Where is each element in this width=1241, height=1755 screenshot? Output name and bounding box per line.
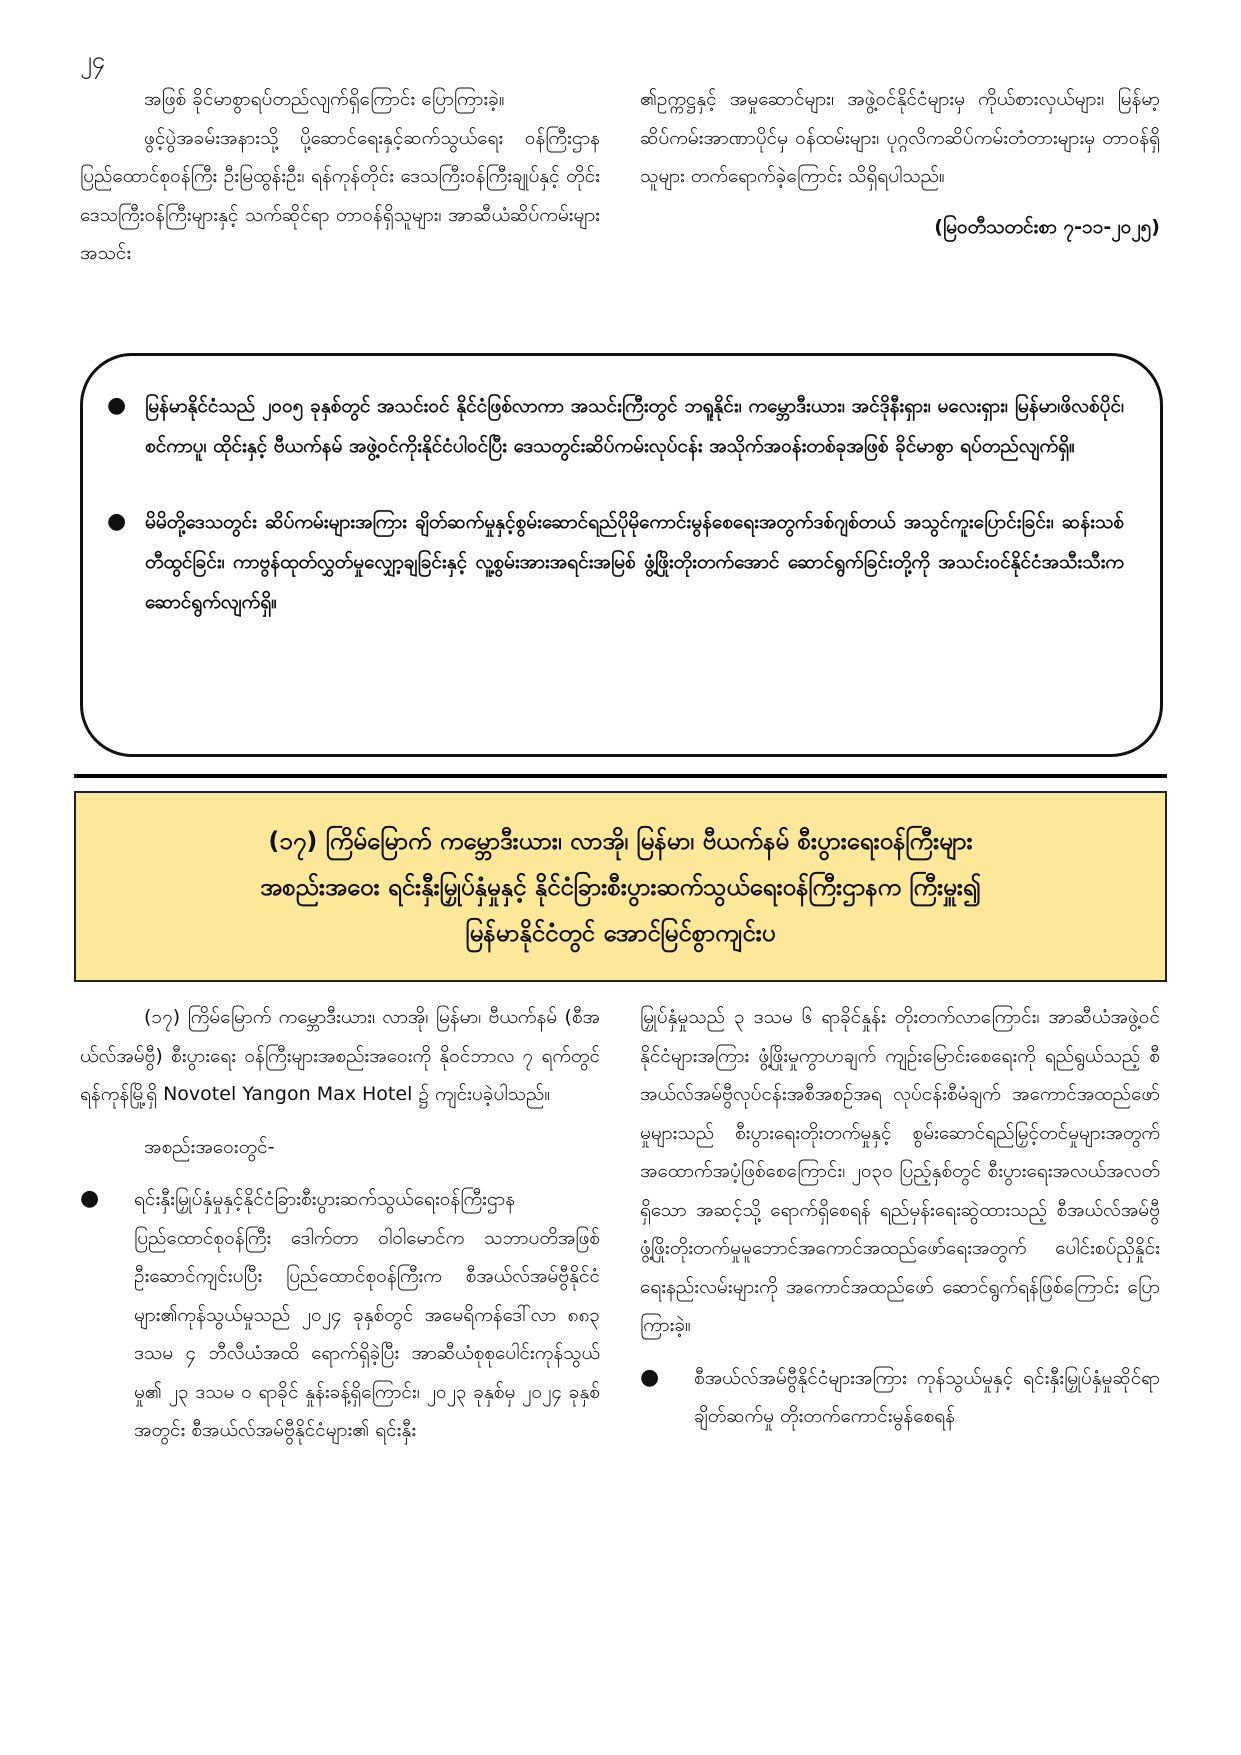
bullet-icon: ●: [107, 393, 127, 418]
list-item: [640, 1359, 1160, 1436]
paragraph: ဖွင့်ပွဲအခမ်းအနားသို့ ပို့ဆောင်ရေးနှင့်ဆက်သွယ်ရေး ဝန်ကြီးဌာန ပြည်ထောင်စုဝန်ကြီး ဦးမြထွန်းဦး၊ ရန်ကုန်တိုင်း ဒေသကြီးဝန်ကြီးချုပ်နှင့် တိုင်းဒေသကြီးဝန်ကြီးများနှင့် သက်ဆိုင်ရာ တာဝန်ရှိသူများ၊ အာဆီယံဆိပ်ကမ်းများအသင်း: [80, 126, 600, 264]
summary-box: [80, 353, 1163, 757]
summary-text: မိမိတို့ဒေသတွင်း ဆိပ်ကမ်းများအကြား ချိတ်ဆက်မှုနှင့်စွမ်းဆောင်ရည်ပိုမိုကောင်းမွန်စေရေးအတွက်ဒစ်ဂျစ်တယ် အသွင်ကူးပြောင်းခြင်း၊ ဆန်းသစ်တီထွင်ခြင်း၊ ကာဗွန်ထုတ်လွှတ်မှုလျှော့ချခြင်းနှင့် လူ့စွမ်းအားအရင်းအမြစ် ဖွံ့ဖြိုးတိုးတက်အောင် ဆောင်ရွက်ခြင်းတို့ကို အသင်းဝင်နိုင်ငံအသီးသီးက ဆောင်ရွက်လျက်ရှိ။: [145, 511, 1124, 613]
headline-line: မြန်မာနိုင်ငံတွင် အောင်မြင်စွာကျင်းပ: [465, 918, 776, 947]
bottom-left-column: [80, 998, 600, 1450]
page-number: ၂၄: [80, 46, 106, 74]
news-source: (မြဝတီသတင်းစာ ၇-၁၁-၂၀၂၅): [934, 215, 1160, 238]
list-item-text: ရင်းနှီးမြှုပ်နှံမှုနှင့်နိုင်ငံခြားစီးပွားဆက်သွယ်ရေးဝန်ကြီးဌာန ပြည်ထောင်စုဝန်ကြီး ဒေါက်တာ ဝါဝါမောင်က သဘာပတိအဖြစ် ဦးဆောင်ကျင်းပပြီး ပြည်ထောင်စုဝန်ကြီးက စီအယ်လ်အမ်ဗွီနိုင်ငံများ၏ကုန်သွယ်မှုသည် ၂၀၂၄ ခုနှစ်တွင် အမေရိကန်ဒေါ်လာ ၈၈၃ ဒသမ ၄ ဘီလီယံအထိ ရောက်ရှိခဲ့ပြီး အာဆီယံစုစုပေါင်းကုန်သွယ်မှု၏ ၂၃ ဒသမ ၀ ရာခိုင် နှုန်းခန့်ရှိကြောင်း၊ ၂၀၂၃ ခုနှစ်မှ ၂၀၂၄ ခုနှစ်အတွင်း စီအယ်လ်အမ်ဗွီနိုင်ငံများ၏ ရင်းနှီး: [134, 1188, 600, 1441]
bullet-icon: ●: [640, 1364, 660, 1390]
summary-bullet: [107, 386, 1124, 466]
bullet-icon: ●: [107, 509, 127, 534]
paragraph: အဖြစ် ခိုင်မာစွာရပ်တည်လျက်ရှိကြောင်း ပြောကြားခဲ့။: [144, 88, 505, 110]
top-right-column: [640, 80, 1160, 246]
paragraph: အစည်းအဝေးတွင်-: [144, 1135, 275, 1158]
article-headline: [74, 791, 1167, 982]
headline-line: အစည်းအဝေး ရင်းနှီးမြှုပ်နှံမှုနှင့် နိုင်ငံခြားစီးပွားဆက်သွယ်ရေးဝန်ကြီးဌာနက ကြီးမှူး၍: [260, 872, 981, 901]
paragraph: မြှုပ်နှံမှုသည် ၃ ဒသမ ၆ ရာခိုင်နှုန်း တိုးတက်လာကြောင်း၊ အာဆီယံအဖွဲ့ဝင်နိုင်ငံများအကြား ဖွံ့ဖြိုးမှုကွာဟချက် ကျဉ်းမြောင်းစေရေးကို ရည်ရွယ်သည့် စီအယ်လ်အမ်ဗွီလုပ်ငန်းအစီအစဉ်အရ လုပ်ငန်းစီမံချက် အကောင်အထည်ဖော်မှုများသည် စီးပွားရေးတိုးတက်မှုနှင့် စွမ်းဆောင်ရည်မြှင့်တင်မှုများအတွက် အထောက်အပံ့ဖြစ်စေကြောင်း၊ ၂၀၃၀ ပြည့်နှစ်တွင် စီးပွားရေးအလယ်အလတ်ရှိသော အဆင့်သို့ ရောက်ရှိစေရန် ရည်မှန်းရေးဆွဲထားသည့် စီအယ်လ်အမ်ဗွီဖွံ့ဖြိုးတိုးတက်မှုမူဘောင်အကောင်အထည်ဖော်ရေးအတွက် ပေါင်းစပ်ညှိနှိုင်းရေးနည်းလမ်းများကို အကောင်အထည်ဖော် ဆောင်ရွက်ရန်ဖြစ်ကြောင်း ပြောကြားခဲ့။: [640, 1006, 1160, 1336]
divider: [74, 774, 1167, 778]
summary-text: မြန်မာနိုင်ငံသည် ၂၀၀၅ ခုနှစ်တွင် အသင်းဝင် နိုင်ငံဖြစ်လာကာ အသင်းကြီးတွင် ဘရူနိုင်း၊ ကမ္ဘောဒီးယား၊ အင်ဒိုနီးရှား၊ မလေးရှား၊ မြန်မာ၊ဖိလစ်ပိုင်၊ စင်ကာပူ၊ ထိုင်းနှင့် ဗီယက်နမ် အဖွဲ့ဝင်ကိုးနိုင်ငံပါဝင်ပြီး ဒေသတွင်းဆိပ်ကမ်းလုပ်ငန်း အသိုက်အဝန်းတစ်ခုအဖြစ် ခိုင်မာစွာ ရပ်တည်လျက်ရှိ။: [145, 395, 1124, 457]
paragraph: ၏ဥက္ကဋ္ဌနှင့် အမှုဆောင်များ၊ အဖွဲ့ဝင်နိုင်ငံများမှ ကိုယ်စားလှယ်များ၊ မြန်မာ့ဆိပ်ကမ်းအာဏာပိုင်မှ ဝန်ထမ်းများ၊ ပုဂ္ဂလိကဆိပ်ကမ်းတံတားများမှ တာဝန်ရှိသူများ တက်ရောက်ခဲ့ကြောင်း သိရှိရပါသည်။: [640, 88, 1160, 187]
headline-line: (၁၇) ကြိမ်မြောက် ကမ္ဘောဒီးယား၊ လာအို၊ မြန်မာ၊ ဗီယက်နမ် စီးပွားရေးဝန်ကြီးများ: [268, 826, 973, 855]
paragraph: (၁၇) ကြိမ်မြောက် ကမ္ဘောဒီးယား၊ လာအို၊ မြန်မာ၊ ဗီယက်နမ် (စီအယ်လ်အမ်ဗွီ) စီးပွားရေး ဝန်ကြီးများအစည်းအဝေးကို နိုဝင်ဘာလ ၇ ရက်တွင် ရန်ကုန်မြို့ရှိ Novotel Yangon Max Hotel ၌ ကျင်းပခဲ့ပါသည်။: [80, 1006, 600, 1105]
bullet-icon: ●: [80, 1186, 100, 1211]
top-left-column: [80, 80, 600, 273]
list-item: [80, 1180, 600, 1450]
list-item-text: စီအယ်လ်အမ်ဗွီနိုင်ငံများအကြား ကုန်သွယ်မှုနှင့် ရင်းနှီးမြှုပ်နှံမှုဆိုင်ရာချိတ်ဆက်မှု တိုးတက်ကောင်းမွန်စေရန်: [694, 1366, 1160, 1427]
bottom-right-column: [640, 998, 1160, 1436]
summary-bullet: [107, 502, 1124, 622]
